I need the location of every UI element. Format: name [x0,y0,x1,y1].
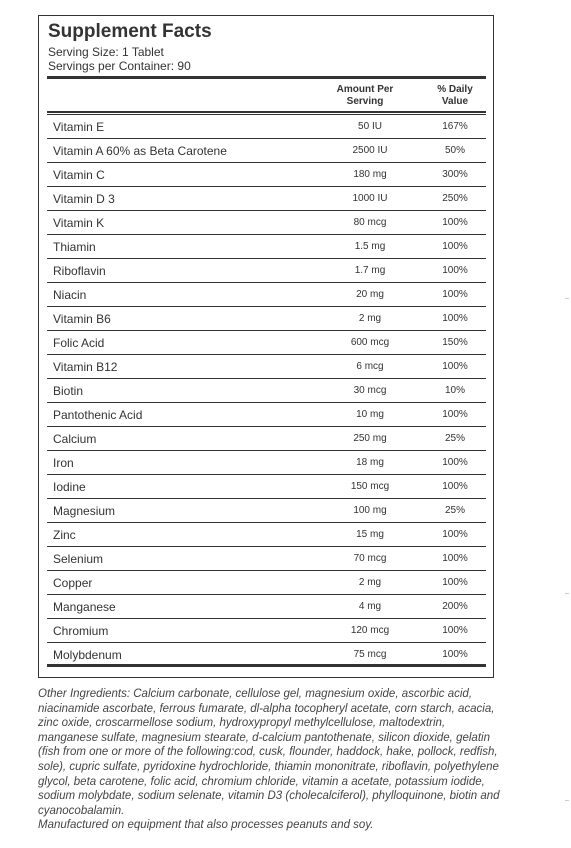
column-header-rule [47,111,486,113]
nutrient-daily-value: 25% [444,433,465,444]
nutrient-daily-value: 100% [442,361,468,372]
nutrient-table [47,114,486,667]
nutrient-amount: 1000 IU [352,193,388,204]
nutrient-daily-value: 100% [442,313,468,324]
nutrient-daily-value: 100% [442,409,468,420]
nutrient-daily-value: 100% [442,241,468,252]
nutrient-daily-value: 100% [442,649,468,660]
nutrient-amount: 120 mcg [350,625,390,636]
nutrient-daily-value: 100% [442,289,468,300]
nutrient-amount: 4 mg [358,601,382,612]
table-row [47,211,486,235]
nutrient-name: Biotin [53,384,84,398]
nutrient-amount: 1.7 mg [354,265,386,276]
nutrient-amount: 70 mcg [353,553,387,564]
nutrient-daily-value: 100% [442,217,468,228]
nutrient-name: Vitamin D 3 [53,192,115,206]
nutrient-amount: 6 mcg [356,361,384,372]
edge-mark [565,298,569,299]
nutrient-name: Manganese [53,600,116,614]
nutrient-amount: 150 mcg [350,481,390,492]
table-row [47,619,486,643]
table-row [47,259,486,283]
nutrient-name: Vitamin C [53,168,105,182]
column-header-daily-value [425,84,485,108]
nutrient-amount: 2 mg [358,313,382,324]
footer-rule [47,664,486,667]
table-row [47,355,486,379]
table-row [47,235,486,259]
nutrient-daily-value: 10% [444,385,465,396]
nutrient-name: Vitamin B12 [53,360,118,374]
nutrient-daily-value: 100% [442,625,468,636]
nutrient-amount: 20 mg [356,289,384,300]
nutrient-name: Pantothenic Acid [53,408,143,422]
table-row [47,475,486,499]
panel-title: Supplement Facts [48,21,212,42]
nutrient-amount: 75 mcg [353,649,387,660]
nutrient-name: Vitamin E [53,120,105,134]
edge-mark [565,800,569,801]
nutrient-amount: 15 mg [356,529,384,540]
nutrient-name: Calcium [53,432,97,446]
nutrient-amount: 2 mg [358,577,382,588]
nutrient-name: Magnesium [53,504,116,518]
table-row [47,379,486,403]
nutrient-name: Vitamin K [53,216,105,230]
servings-per-container: Servings per Container: 90 [48,59,191,73]
other-ingredients: Other Ingredients: Calcium carbonate, cellulose gel, magnesium oxide, ascorbic acid, niacinamide ascorbate, ferrous fumarate, dl-alpha tocopheryl acetate, corn starch, acacia, zinc oxide, croscarmellose sodium, hydroxypropyl methylcellulose, maltodextrin, manganese sulfate, magnesium stearate, d-calcium pantothenate, silicon dioxide, gelatin (fish from one or more of the following:cod, cusk, flounder, haddock, hake, pollock, redfish, sole), cupric sulfate, pyridoxine hydrochloride, thiamin mononitrate, riboflavin, polyethylene glycol, beta carotene, folic acid, chromium chloride, vitamin a acetate, potassium iodide, sodium molybdate, sodium selenate, vitamin D3 (cholecalciferol), phylloquinone, biotin and cyanocobalamin. [38,688,500,817]
edge-mark [565,593,569,594]
nutrient-amount: 180 mg [353,169,387,180]
nutrient-name: Vitamin A 60% as Beta Carotene [53,144,227,158]
nutrient-name: Iron [53,456,74,470]
nutrient-daily-value: 100% [442,457,468,468]
nutrient-amount: 2500 IU [352,145,388,156]
nutrient-daily-value: 100% [442,265,468,276]
nutrient-name: Iodine [53,480,86,494]
serving-size: Serving Size: 1 Tablet [48,45,164,59]
nutrient-amount: 10 mg [356,409,384,420]
allergen-statement: Manufactured on equipment that also processes peanuts and soy. [38,819,374,831]
nutrient-daily-value: 100% [442,577,468,588]
table-row [47,163,486,187]
nutrient-amount: 600 mcg [350,337,390,348]
table-row [47,595,486,619]
nutrient-name: Selenium [53,552,104,566]
nutrient-amount: 250 mg [353,433,387,444]
table-row [47,523,486,547]
column-header-dv-line2: Value [441,96,469,107]
nutrient-name: Riboflavin [53,264,106,278]
supplement-facts-panel [38,15,494,678]
nutrient-name: Chromium [53,624,109,638]
nutrient-amount: 50 IU [358,121,382,132]
table-row [47,139,486,163]
nutrient-name: Molybdenum [53,648,122,662]
table-row [47,451,486,475]
table-row [47,547,486,571]
nutrient-name: Niacin [53,288,87,302]
nutrient-daily-value: 300% [442,169,468,180]
table-row [47,403,486,427]
column-header-amount-line1: Amount Per [336,84,394,95]
table-row [47,114,486,139]
nutrient-daily-value: 150% [442,337,468,348]
nutrient-daily-value: 50% [444,145,465,156]
nutrient-name: Vitamin B6 [53,312,111,326]
nutrient-daily-value: 250% [442,193,468,204]
nutrient-name: Folic Acid [53,336,105,350]
nutrient-amount: 18 mg [356,457,384,468]
nutrient-daily-value: 100% [442,481,468,492]
nutrient-amount: 1.5 mg [354,241,386,252]
table-row [47,307,486,331]
nutrient-daily-value: 200% [442,601,468,612]
nutrient-daily-value: 25% [444,505,465,516]
nutrient-amount: 30 mcg [353,385,387,396]
column-header-dv-line1: % Daily [437,84,473,95]
table-row [47,187,486,211]
column-header-amount [329,84,401,108]
table-row [47,283,486,307]
table-row [47,331,486,355]
table-row [47,427,486,451]
nutrient-daily-value: 100% [442,529,468,540]
nutrient-name: Zinc [53,528,76,542]
table-row [47,571,486,595]
column-header-amount-line2: Serving [346,96,384,107]
nutrient-name: Thiamin [53,240,96,254]
header-rule [47,76,486,79]
nutrient-amount: 80 mcg [353,217,387,228]
nutrient-daily-value: 167% [442,121,468,132]
nutrient-amount: 100 mg [353,505,387,516]
nutrient-name: Copper [53,576,93,590]
table-row [47,499,486,523]
nutrient-daily-value: 100% [442,553,468,564]
